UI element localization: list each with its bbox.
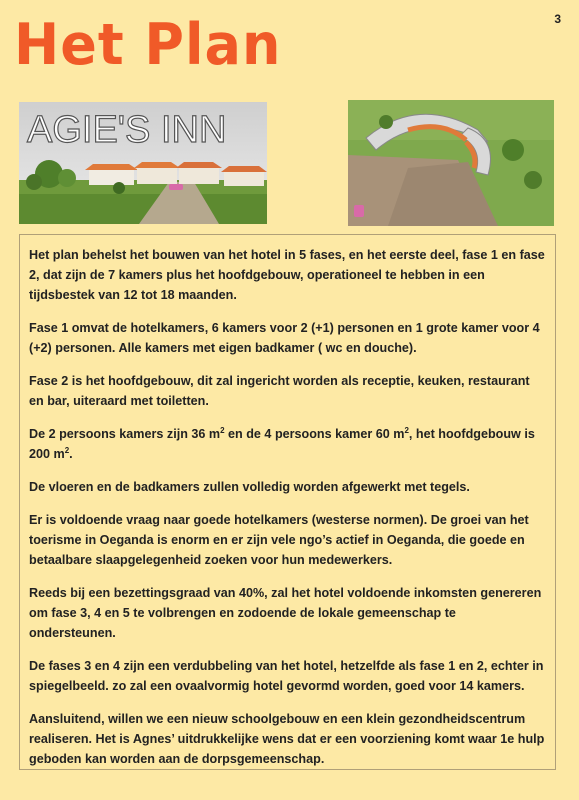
room-sizes-text-d: . (69, 447, 73, 461)
room-sizes-text-a: De 2 persoons kamers zijn 36 m (29, 427, 221, 441)
paragraph-phase-1: Fase 1 omvat de hotelkamers, 6 kamers voor 2 (+1) personen en 1 grote kamer voor 4 (+2) personen. Alle kamers met eigen badkamer ( wc en douche). (29, 321, 540, 355)
page-number: 3 (554, 12, 561, 26)
plan-text-box (19, 234, 556, 770)
paragraph-occupancy: Reeds bij een bezettingsgraad van 40%, zal het hotel voldoende inkomsten genereren om fase 3, 4 en 5 te volbrengen en zodoende de lokale gemeenschap te ondersteunen. (29, 586, 542, 640)
superscript-2: 2 (64, 445, 70, 455)
room-sizes-text-c: , het hoofdgebouw is 200 m (29, 427, 535, 461)
hotel-front-render (19, 102, 267, 224)
superscript-2: 2 (404, 425, 409, 435)
hotel-aerial-render (348, 100, 554, 226)
paragraph-phase-2: Fase 2 is het hoofdgebouw, dit zal ingericht worden als receptie, keuken, restaurant en bar, uiteraard met toiletten. (29, 374, 530, 408)
paragraph-phases: Het plan behelst het bouwen van het hotel in 5 fases, en het eerste deel, fase 1 en fase 2, dat zijn de 7 kamers plus het hoofdgebouw, operationeel te hebben in een tijdsbestek van 12 tot 18 maanden. (29, 248, 545, 302)
superscript-2: 2 (220, 425, 225, 435)
hotel-front-illustration (19, 102, 267, 224)
hotel-logo-text: AGIE'S INN (27, 109, 227, 151)
page-title: Het Plan (14, 11, 282, 78)
paragraph-demand: Er is voldoende vraag naar goede hotelkamers (westerse normen). De groei van het toerisme in Oeganda is enorm en er zijn vele ngo’s actief in Oeganda, die goede en betaalbare slaapgelegenheid zoeken voor hun medewerkers. (29, 513, 529, 567)
room-sizes-text-b: en de 4 persoons kamer 60 m (224, 427, 405, 441)
paragraph-floors: De vloeren en de badkamers zullen volledig worden afgewerkt met tegels. (29, 480, 470, 494)
paragraph-room-sizes (29, 424, 545, 464)
paragraph-phases-3-4: De fases 3 en 4 zijn een verdubbeling van het hotel, hetzelfde als fase 1 en 2, echter in spiegelbeeld. zo zal een ovaalvormig hotel gevormd worden, goed voor 14 kamers. (29, 659, 544, 693)
hotel-aerial-illustration (348, 100, 554, 226)
paragraph-school-health: Aansluitend, willen we een nieuw schoolgebouw en een klein gezondheidscentrum realiseren. Het is Agnes’ uitdrukkelijke wens dat er een voorziening komt waar 1e hulp geboden kan worden aan de dorpsgemeenschap. (29, 712, 545, 766)
